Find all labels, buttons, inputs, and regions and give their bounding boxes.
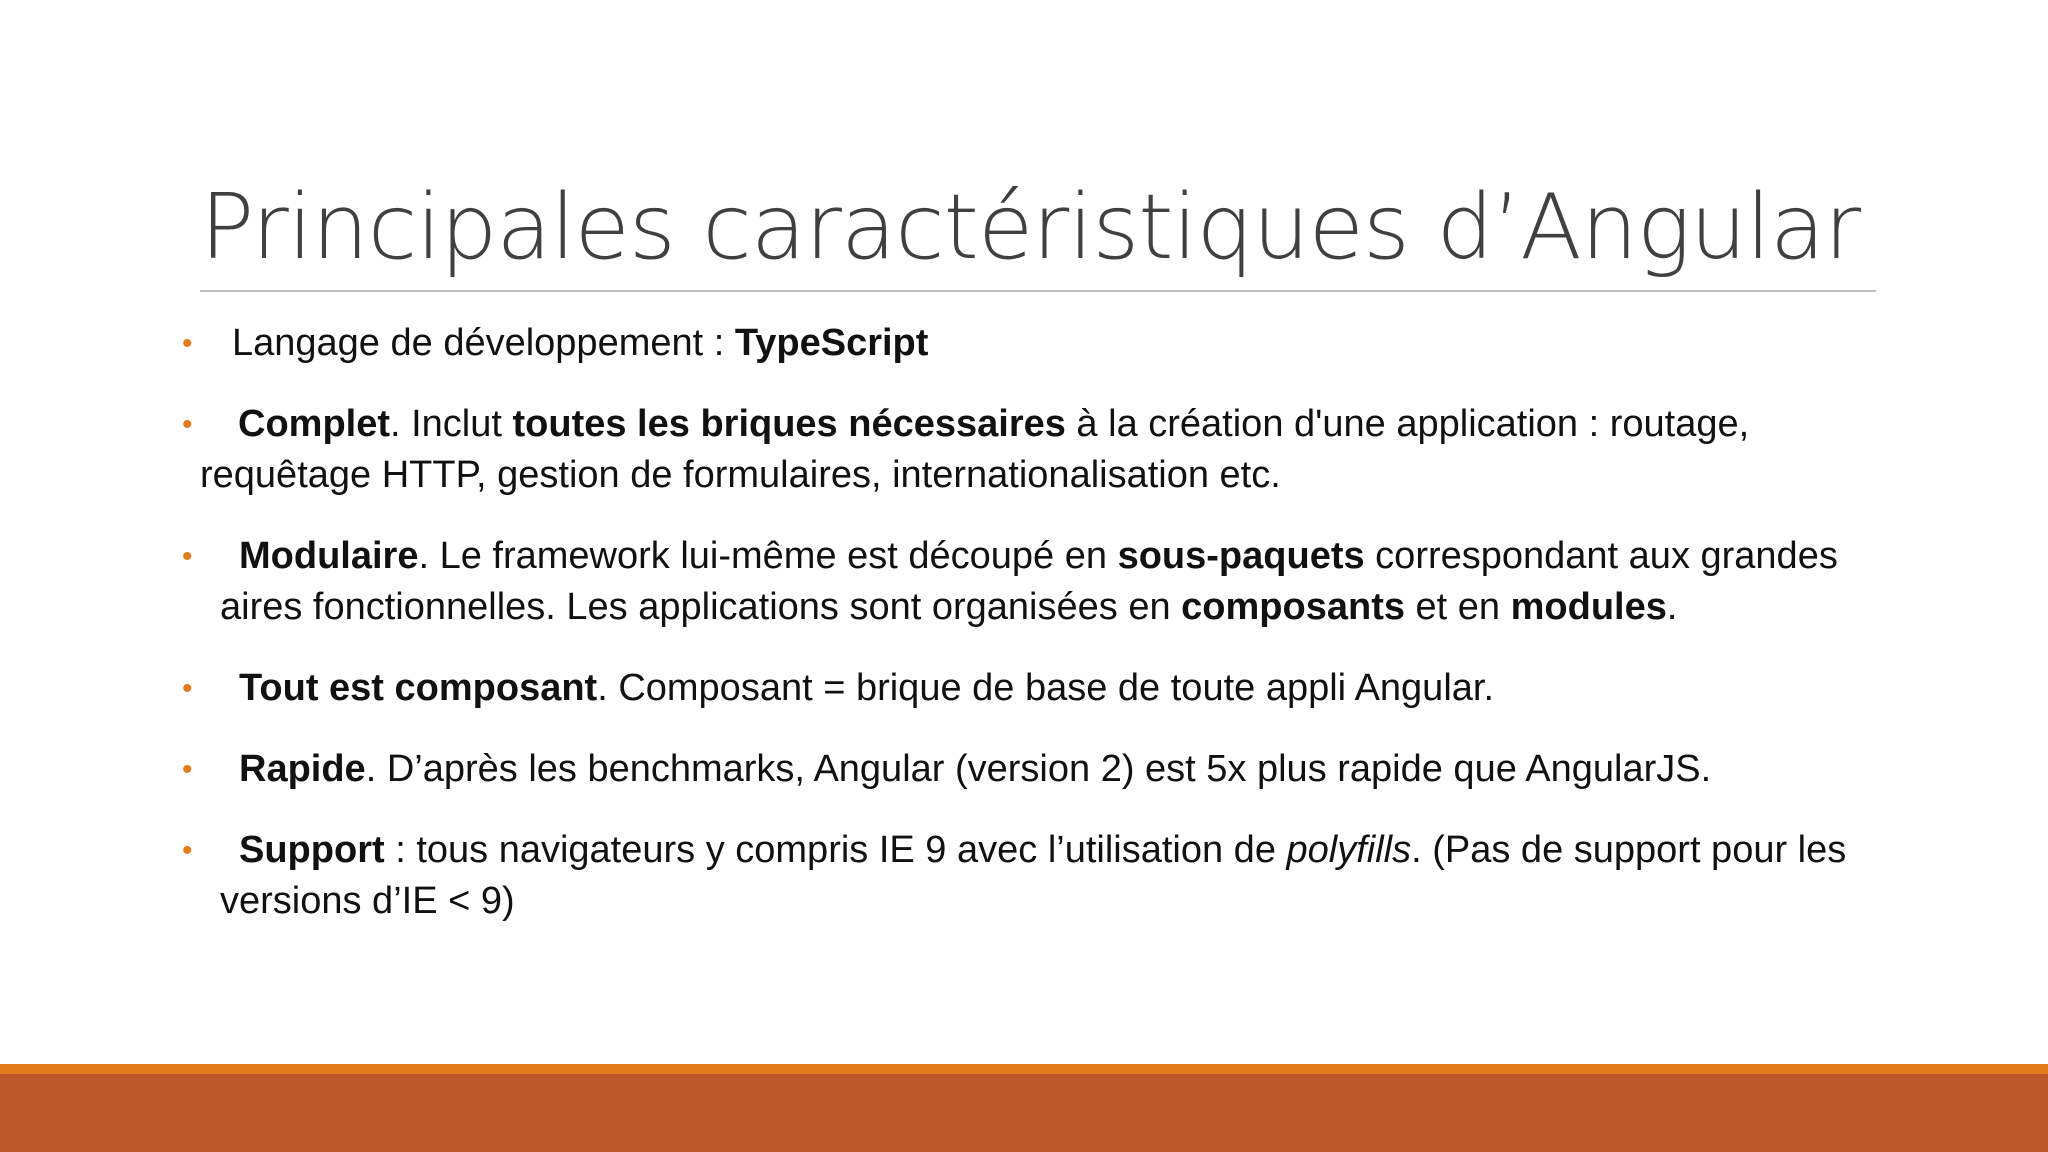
bullet-item-composant	[180, 663, 1880, 714]
bullet-plain: .	[1666, 586, 1678, 628]
bullet-text	[180, 825, 1880, 927]
bullet-plain: et en	[1404, 586, 1511, 628]
bullet-italic: polyfills	[1286, 829, 1412, 871]
bullet-bold: Tout est composant	[239, 667, 598, 709]
bullet-bold: composants	[1181, 586, 1405, 628]
bullet-plain: . Composant = brique de base de toute appli Angular.	[597, 667, 1495, 709]
bullet-text	[180, 399, 1880, 501]
bullet-dot-icon: •	[182, 540, 193, 573]
bullet-item-rapide	[180, 744, 1880, 795]
bullet-plain: . D’après les benchmarks, Angular (version 2) est 5x plus rapide que AngularJS.	[365, 748, 1712, 790]
bullet-plain: : tous navigateurs y compris IE 9 avec l’utilisation de	[384, 829, 1287, 871]
bullet-list	[180, 318, 1880, 957]
footer-bar	[0, 1074, 2048, 1152]
bullet-dot-icon: •	[182, 408, 193, 441]
bullet-text	[180, 531, 1880, 633]
bullet-dot-icon: •	[182, 753, 193, 786]
bullet-bold: toutes les briques nécessaires	[512, 403, 1066, 445]
bullet-bold: Support	[239, 829, 385, 871]
bullet-text	[180, 744, 1880, 795]
bullet-plain: . Inclut	[390, 403, 513, 445]
bullet-bold: Modulaire	[239, 535, 419, 577]
bullet-plain: correspondant aux grandes aires fonctionnelles. Les applications sont organisées en	[220, 535, 1838, 628]
bullet-plain: à la création d'une application : routage, requêtage HTTP, gestion de formulaires, internationalisation etc.	[200, 403, 1750, 496]
title-divider	[200, 290, 1876, 292]
bullet-item-support	[180, 825, 1880, 927]
slide-title: Principales caractéristiques d’Angular	[200, 175, 1861, 280]
bullet-bold: Complet	[238, 403, 390, 445]
bullet-dot-icon: •	[182, 672, 193, 705]
bullet-bold: modules	[1510, 586, 1667, 628]
bullet-item-modulaire	[180, 531, 1880, 633]
bullet-item-language	[180, 318, 1880, 369]
footer-accent-bar	[0, 1064, 2048, 1074]
bullet-plain: . (Pas de support pour les versions d’IE < 9)	[220, 829, 1847, 922]
bullet-text	[180, 318, 1880, 369]
bullet-dot-icon: •	[182, 834, 193, 867]
bullet-bold: TypeScript	[734, 322, 929, 364]
bullet-text	[180, 663, 1880, 714]
bullet-dot-icon: •	[182, 327, 193, 360]
bullet-bold: sous-paquets	[1117, 535, 1365, 577]
bullet-item-complet	[180, 399, 1880, 501]
bullet-bold: Rapide	[239, 748, 366, 790]
bullet-plain: . Le framework lui-même est découpé en	[418, 535, 1118, 577]
bullet-plain: Langage de développement :	[232, 322, 735, 364]
